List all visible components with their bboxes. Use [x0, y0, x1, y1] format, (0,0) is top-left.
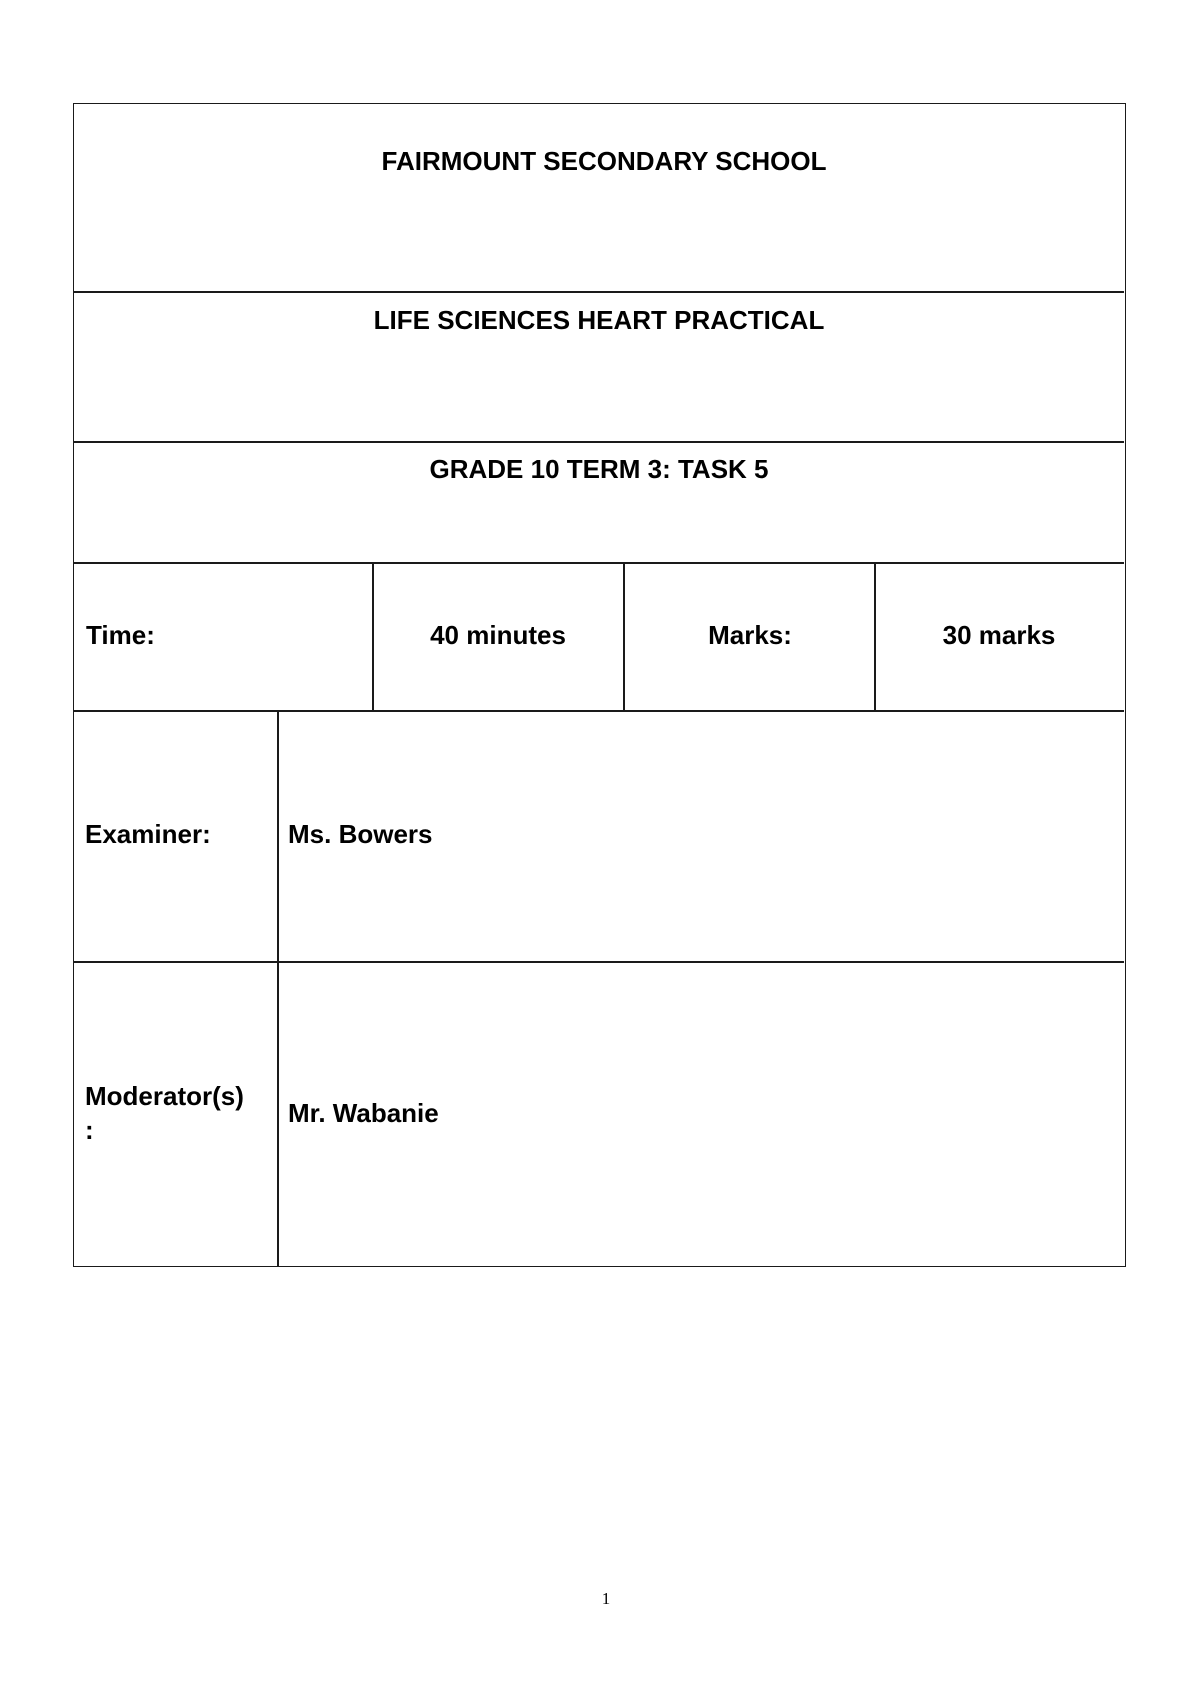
time-value: 40 minutes [430, 620, 566, 650]
marks-value: 30 marks [942, 620, 1056, 650]
examiner-label: Examiner: [85, 819, 211, 849]
row-divider [74, 441, 1124, 443]
moderator-label: Moderator(s) [85, 1081, 244, 1111]
column-divider [277, 710, 279, 1266]
column-divider [623, 562, 625, 711]
examiner-value: Ms. Bowers [288, 819, 433, 849]
page-number: 1 [601, 1589, 611, 1608]
subject-title: LIFE SCIENCES HEART PRACTICAL [373, 305, 825, 335]
row-divider [74, 291, 1124, 293]
row-divider [74, 562, 1124, 564]
column-divider [372, 562, 374, 711]
task-title: GRADE 10 TERM 3: TASK 5 [429, 454, 769, 484]
column-divider [874, 562, 876, 711]
school-name: FAIRMOUNT SECONDARY SCHOOL [381, 146, 827, 176]
cover-table [73, 103, 1126, 1267]
moderator-label-colon: : [85, 1115, 94, 1145]
row-divider [74, 961, 1124, 963]
moderator-value: Mr. Wabanie [288, 1098, 439, 1128]
time-label: Time: [86, 620, 155, 650]
marks-label: Marks: [708, 620, 792, 650]
row-divider [74, 710, 1124, 712]
